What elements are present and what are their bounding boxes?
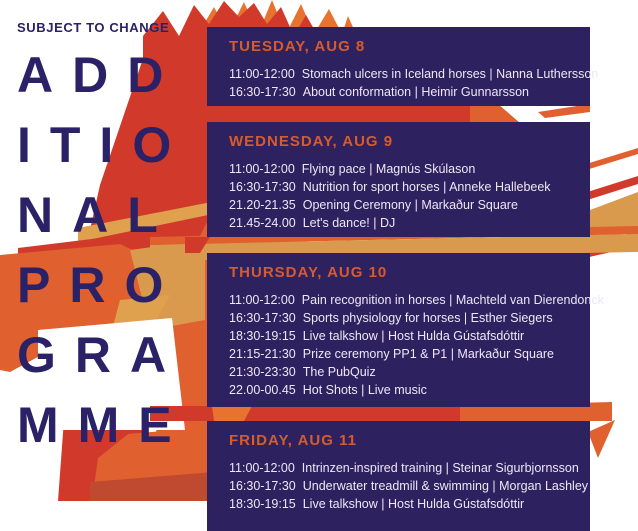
day-heading: WEDNESDAY, AUG 9 [229, 133, 394, 150]
event-text: Live talkshow | Host Hulda Gústafsdóttir [302, 497, 525, 511]
subject-to-change-label: SUBJECT TO CHANGE [17, 20, 170, 35]
event-time: 11:00-12:00 [229, 67, 295, 81]
event-text: Opening Ceremony | Markaður Square [302, 198, 518, 212]
schedule-card-tuesday [207, 27, 599, 106]
event-text: Flying pace | Magnús Skúlason [301, 162, 476, 176]
event-time: 16:30-17:30 [229, 180, 296, 194]
event-row [229, 459, 580, 477]
title-line-1: ADD [17, 47, 183, 103]
event-row [229, 83, 580, 101]
event-text: Intrinzen-inspired training | Steinar Sigurbjornsson [301, 461, 579, 475]
event-time: 11:00-12:00 [229, 162, 295, 176]
event-row [229, 214, 580, 232]
event-time: 16:30-17:30 [229, 85, 296, 99]
event-time: 21:30-23:30 [229, 365, 296, 379]
event-row [229, 65, 599, 83]
event-time: 22.00-00.45 [229, 383, 296, 397]
event-time: 16:30-17:30 [229, 479, 296, 493]
event-time: 21:15-21:30 [229, 347, 296, 361]
event-text: About conformation | Heimir Gunnarsson [302, 85, 530, 99]
title-line-3: NAL [17, 187, 177, 243]
event-text: Let's dance! | DJ [302, 216, 396, 230]
day-heading: TUESDAY, AUG 8 [229, 38, 366, 55]
title-line-6: MME [17, 397, 191, 453]
event-text: Hot Shots | Live music [302, 383, 427, 397]
event-text: Underwater treadmill & swimming | Morgan Lashley [302, 479, 589, 493]
event-text: Sports physiology for horses | Esther Siegers [302, 311, 553, 325]
event-time: 21.45-24.00 [229, 216, 296, 230]
schedule-card-thursday [207, 253, 604, 407]
event-text: Stomach ulcers in Iceland horses | Nanna Luthersson [301, 67, 599, 81]
page-title [17, 40, 191, 460]
event-time: 18:30-19:15 [229, 329, 296, 343]
corner-flame [588, 420, 615, 458]
event-text: Prize ceremony PP1 & P1 | Markaður Square [302, 347, 555, 361]
schedule-card-wednesday [207, 122, 590, 237]
event-time: 18:30-19:15 [229, 497, 296, 511]
event-row [229, 477, 589, 495]
event-time: 11:00-12:00 [229, 293, 295, 307]
event-time: 11:00-12:00 [229, 461, 295, 475]
event-time: 21.20-21.35 [229, 198, 296, 212]
event-row [229, 345, 580, 363]
gap-stripe-1 [185, 104, 590, 123]
event-row [229, 327, 580, 345]
schedule-card-friday [207, 421, 590, 531]
day-heading: FRIDAY, AUG 11 [229, 432, 357, 449]
event-time: 16:30-17:30 [229, 311, 296, 325]
event-text: The PubQuiz [302, 365, 376, 379]
event-row [229, 495, 580, 513]
event-row [229, 381, 580, 399]
event-row [229, 160, 580, 178]
event-row [229, 309, 580, 327]
event-row [229, 178, 580, 196]
title-line-4: PRO [17, 257, 183, 313]
event-row [229, 196, 580, 214]
event-text: Pain recognition in horses | Machteld van Dierendonck [301, 293, 604, 307]
event-text: Nutrition for sport horses | Anneke Hallebeek [302, 180, 551, 194]
day-heading: THURSDAY, AUG 10 [229, 264, 388, 281]
title-line-5: GRA [17, 327, 186, 383]
event-row [229, 363, 580, 381]
event-text: Live talkshow | Host Hulda Gústafsdóttir [302, 329, 525, 343]
event-row [229, 291, 604, 309]
title-line-2: ITIO [17, 117, 191, 173]
